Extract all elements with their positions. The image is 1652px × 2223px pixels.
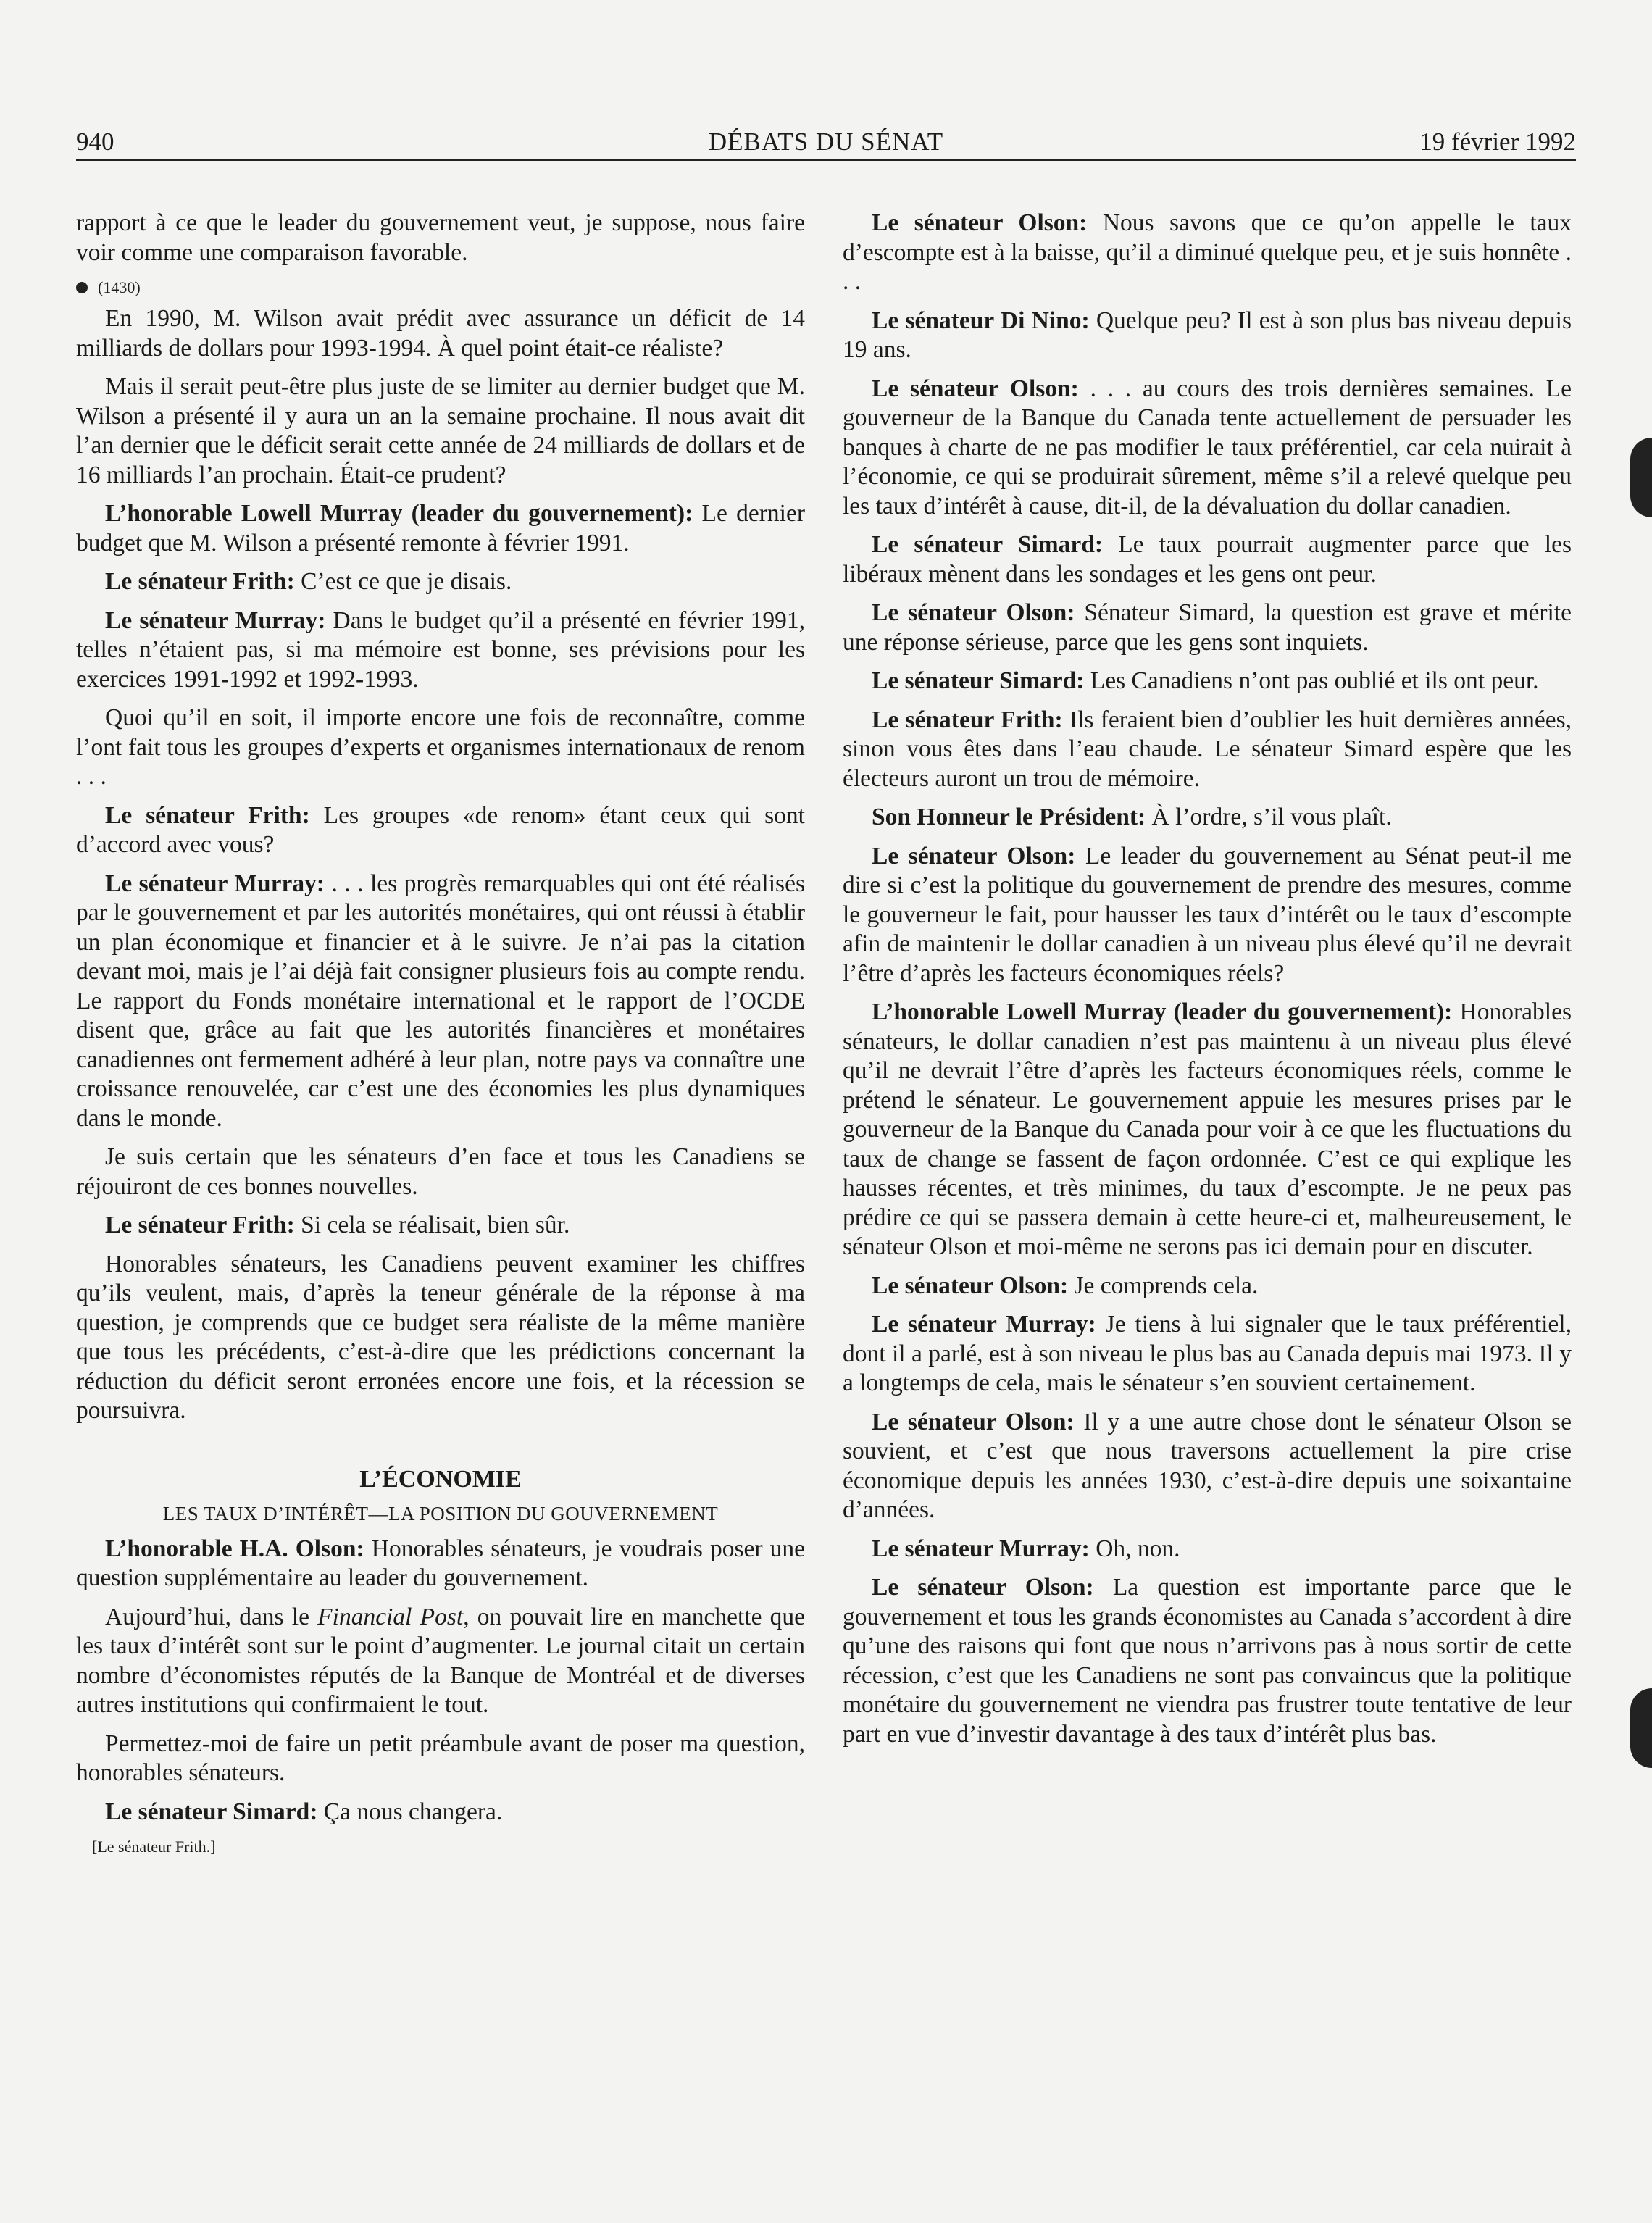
speaker-name: Le sénateur Murray: (105, 606, 326, 634)
speech: L’honorable H.A. Olson: Honorables sénateurs, je voudrais poser une question supplémentaire au leader du gouvernement. (76, 1535, 805, 1591)
section-heading: L’ÉCONOMIE (359, 1465, 522, 1493)
speaker-name: Le sénateur Frith: (872, 706, 1063, 733)
speaker-name: Le sénateur Murray: (872, 1311, 1096, 1338)
paragraph: Permettez-moi de faire un petit préambule avant de poser ma question, honorables sénateurs. (76, 1730, 805, 1786)
speaker-name: Le sénateur Frith: (105, 1211, 295, 1238)
page-number: 940 (76, 128, 114, 156)
speech: Le sénateur Di Nino: Quelque peu? Il est à son plus bas niveau depuis 19 ans. (843, 306, 1572, 363)
speaker-name: L’honorable Lowell Murray (leader du gouvernement): (872, 998, 1453, 1025)
speech: Le sénateur Murray: Je tiens à lui signaler que le taux préférentiel, dont il a parlé, est à son niveau le plus bas au Canada depuis mai 1973. Il y a longtemps de cela, mais le sénateur s’en souvient certainement. (843, 1311, 1572, 1396)
speaker-name: Le sénateur Simard: (872, 531, 1104, 558)
speaker-name: Le sénateur Olson: (872, 209, 1088, 236)
paragraph: Mais il serait peut-être plus juste de se limiter au dernier budget que M. Wilson a présenté il y aura un an la semaine prochaine. Il nous avait dit l’an dernier que le déficit serait cette année de 24 milliards de dollars et de 16 milliards l’an prochain. Était-ce prudent? (76, 373, 805, 488)
speaker-name: Le sénateur Murray: (872, 1535, 1090, 1562)
paragraph: Honorables sénateurs, les Canadiens peuvent examiner les chiffres qu’ils veulent, mais, d’après la teneur générale de la réponse à ma question, je comprends que ce budget sera réaliste de la même manière que tous les précédents, c’est-à-dire que les prédictions concernant la réduction du déficit seront erronées encore une fois, et la récession se poursuivra. (76, 1250, 805, 1424)
speech: Le sénateur Murray: Oh, non. (872, 1535, 1180, 1562)
speaker-name: L’honorable Lowell Murray (leader du gouvernement): (105, 500, 693, 527)
binder-hole (1630, 1688, 1652, 1768)
page-header (76, 122, 1576, 161)
speech: L’honorable Lowell Murray (leader du gouvernement): Honorables sénateurs, le dollar canadien n’est pas maintenu à un niveau plus élevé qu’il ne devrait l’être d’après les facteurs économiques réels, comme le prétend le sénateur. Le gouvernement appuie les mesures prises par le gouverneur de la Banque du Canada pour voir à ce que les fluctuations du taux de change se fassent de façon ordonnée. C’est ce qui explique les hausses récentes, et très minimes, du taux d’escompte. Je ne peux pas prédire ce qui se passera demain à cette heure-ci et, malheureusement, le sénateur Olson et moi-même ne serons pas ici demain pour en discuter. (843, 998, 1572, 1260)
speech: Le sénateur Frith: Ils feraient bien d’oublier les huit dernières années, sinon vous êtes dans l’eau chaude. Le sénateur Simard espère que les électeurs auront un trou de mémoire. (843, 706, 1572, 792)
binder-hole (1630, 438, 1652, 517)
speaker-name: Le sénateur Olson: (872, 1272, 1069, 1299)
speech: Le sénateur Simard: Ça nous changera. (105, 1798, 503, 1825)
left-column (76, 209, 805, 1858)
speech: Le sénateur Murray: Dans le budget qu’il a présenté en février 1991, telles n’étaient pas, si ma mémoire est bonne, ses prévisions pour les exercices 1991-1992 et 1992-1993. (76, 606, 805, 693)
speech: Le sénateur Murray: . . . les progrès remarquables qui ont été réalisés par le gouvernement et par les autorités monétaires, qui ont réussi à établir un plan économique et financier et à le suivre. Je n’ai pas la citation devant moi, mais je l’ai déjà fait consigner plusieurs fois au compte rendu. Le rapport du Fonds monétaire international et le rapport de l’OCDE disent que, grâce au fait que les autorités financières et monétaires canadiennes ont fermement adhéré à leur plan, notre pays va connaître une croissance renouvelée, car c’est une des économies les plus dynamiques dans le monde. (76, 869, 805, 1132)
speaker-name: Le sénateur Murray: (105, 869, 325, 897)
speech: Le sénateur Olson: . . . au cours des trois dernières semaines. Le gouverneur de la Banque du Canada tente actuellement de persuader les banques à charte de ne pas modifier le taux préférentiel, car cela nuirait à l’économie, ce qui se produirait sûrement, même s’il a relevé quelque peu les taux d’intérêt à cause, dit-il, de la dévaluation du dollar canadien. (843, 375, 1572, 520)
speaker-name: L’honorable H.A. Olson: (105, 1535, 364, 1562)
speech: Le sénateur Olson: Nous savons que ce qu’on appelle le taux d’escompte est à la baisse, qu’il a diminué quelque peu, et je suis honnête . . . (843, 209, 1572, 295)
speech: Le sénateur Simard: Les Canadiens n’ont pas oublié et ils ont peur. (872, 667, 1539, 694)
section-subheading: LES TAUX D’INTÉRÊT—LA POSITION DU GOUVERNEMENT (162, 1502, 719, 1525)
speaker-name: Le sénateur Frith: (105, 801, 310, 829)
speaker-name: Son Honneur le Président: (872, 804, 1146, 830)
bullet-icon (76, 282, 88, 293)
speaker-name: Le sénateur Simard: (872, 667, 1085, 694)
paragraph: Je suis certain que les sénateurs d’en face et tous les Canadiens se réjouiront de ces bonnes nouvelles. (76, 1143, 805, 1200)
speech: Le sénateur Olson: Je comprends cela. (872, 1272, 1259, 1299)
footnote: [Le sénateur Frith.] (92, 1838, 216, 1856)
publication-name: Financial Post (317, 1603, 464, 1630)
speech: Le sénateur Olson: La question est importante parce que le gouvernement et tous les grands économistes au Canada s’accordent à dire qu’une des raisons qui font que nous n’arrivons pas à nous sortir de cette récession, c’est que les Canadiens ne sont pas convaincus que la politique monétaire du gouvernement ne viendra pas frustrer toute tentative de leur part en vue d’investir davantage à des taux d’intérêt plus bas. (843, 1574, 1572, 1748)
publication-title: DÉBATS DU SÉNAT (708, 128, 944, 156)
paragraph: Quoi qu’il en soit, il importe encore une fois de reconnaître, comme l’ont fait tous les groupes d’experts et organismes internationaux de renom . . . (76, 704, 805, 790)
speech: Le sénateur Frith: Les groupes «de renom» étant ceux qui sont d’accord avec vous? (76, 801, 805, 858)
speaker-name: Le sénateur Olson: (872, 1574, 1094, 1601)
speaker-name: Le sénateur Olson: (872, 842, 1076, 869)
paragraph: rapport à ce que le leader du gouvernement veut, je suppose, nous faire voir comme une comparaison favorable. (76, 209, 805, 266)
speech: Le sénateur Olson: Le leader du gouvernement au Sénat peut-il me dire si c’est la politique du gouvernement de prendre des mesures, comme le gouverneur le fait, pour hausser les taux d’intérêt ou le taux d’escompte afin de maintenir le dollar canadien à un niveau plus élevé qu’il ne devrait l’être d’après les facteurs économiques réels? (843, 842, 1572, 987)
speech: Le sénateur Frith: Si cela se réalisait, bien sûr. (105, 1211, 570, 1238)
speaker-name: Le sénateur Olson: (872, 1408, 1075, 1435)
speaker-name: Le sénateur Olson: (872, 375, 1079, 402)
speech: Le sénateur Frith: C’est ce que je disais. (105, 568, 512, 595)
issue-date: 19 février 1992 (1419, 128, 1576, 156)
speech: Le sénateur Olson: Sénateur Simard, la question est grave et mérite une réponse sérieuse, parce que les gens sont inquiets. (843, 599, 1572, 656)
right-column (843, 209, 1572, 1759)
paragraph: En 1990, M. Wilson avait prédit avec assurance un déficit de 14 milliards de dollars pour 1993-1994. À quel point était-ce réaliste? (76, 305, 805, 362)
speech: L’honorable Lowell Murray (leader du gouvernement): Le dernier budget que M. Wilson a présenté remonte à février 1991. (76, 500, 805, 556)
speaker-name: Le sénateur Di Nino: (872, 306, 1090, 334)
speech: Le sénateur Simard: Le taux pourrait augmenter parce que les libéraux mènent dans les sondages et les gens ont peur. (843, 531, 1572, 588)
time-marker: (1430) (76, 277, 805, 299)
speaker-name: Le sénateur Simard: (105, 1798, 318, 1825)
speaker-name: Le sénateur Frith: (105, 568, 295, 595)
paragraph: Aujourd’hui, dans le Financial Post, on pouvait lire en manchette que les taux d’intérêt sont sur le point d’augmenter. Le journal citait un certain nombre d’économistes réputés de la Banque de Montréal et de diverses autres institutions qui confirmaient le tout. (76, 1603, 806, 1718)
speaker-name: Le sénateur Olson: (872, 599, 1075, 626)
speech: Le sénateur Olson: Il y a une autre chose dont le sénateur Olson se souvient, et c’est que nous traversons actuellement la pire crise économique depuis les années 1930, c’est-à-dire depuis une soixantaine d’années. (843, 1408, 1572, 1523)
speech: Son Honneur le Président: À l’ordre, s’il vous plaît. (872, 804, 1392, 830)
